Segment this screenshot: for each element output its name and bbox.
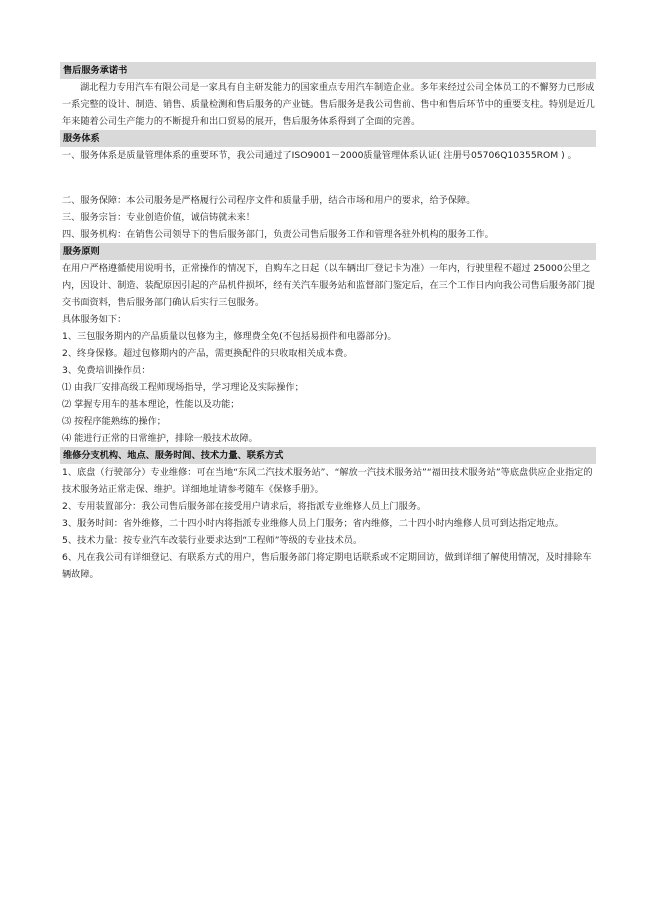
principles-subitem: ⑴ 由我厂安排高级工程师现场指导，学习理论及实际操作； bbox=[62, 382, 304, 393]
principles-lead: 具体服务如下： bbox=[62, 314, 127, 325]
section-title-system: 服务体系 bbox=[60, 130, 596, 147]
system-item: 一、服务体系是质量管理体系的重要环节，我公司通过了ISO9001－2000质量管理体系认证( 注册号05706Q10355ROM ) 。 bbox=[62, 150, 577, 161]
section-title-commitment: 售后服务承诺书 bbox=[60, 62, 596, 79]
principles-subitem: ⑵ 掌握专用车的基本理论，性能以及功能； bbox=[62, 399, 240, 410]
section-title-principles: 服务原则 bbox=[60, 243, 596, 260]
principles-item: 2、终身保修。超过包修期内的产品，需更换配件的只收取相关成本费。 bbox=[62, 348, 353, 359]
section-title-network: 维修分支机构、地点、服务时间、技术力量、联系方式 bbox=[60, 447, 596, 464]
system-item: 四、服务机构：在销售公司领导下的售后服务部门，负责公司售后服务工作和管理各驻外机构的服务工作。 bbox=[62, 229, 494, 240]
network-item: 3、服务时间：省外维修，二十四小时内将指派专业维修人员上门服务；省内维修，二十四小时内维修人员可到达指定地点。 bbox=[62, 518, 564, 529]
network-item: 1、底盘（行驶部分）专业维修：可在当地“东风二汽技术服务站”、“解放一汽技术服务站”“福田技术服务站”等底盘供应企业指定的技术服务站正常走保、维护。详细地址请参考随车《保修手册》。 bbox=[62, 467, 593, 495]
system-item: 三、服务宗旨：专业创造价值，诚信铸就未来！ bbox=[62, 212, 255, 223]
principles-subitem: ⑷ 能进行正常的日常维护，排除一般技术故障。 bbox=[62, 433, 258, 444]
commitment-body: 湖北程力专用汽车有限公司是一家具有自主研发能力的国家重点专用汽车制造企业。多年来经过公司全体员工的不懈努力已形成一系完整的设计、制造、销售、质量检测和售后服务的产业链。售后服务是我公司售前、售中和售后环节中的重要支柱。特别是近几年来随着公司生产能力的不断提升和出口贸易的展开，售后服务体系得到了全面的完善。 bbox=[62, 82, 595, 127]
network-item: 6、凡在我公司有详细登记、有联系方式的用户，售后服务部门将定期电话联系或不定期回访，做到详细了解使用情况，及时排除车辆故障。 bbox=[62, 552, 592, 580]
document-page bbox=[60, 62, 596, 583]
network-item: 2、专用装置部分：我公司售后服务部在接受用户请求后，将指派专业维修人员上门服务。 bbox=[62, 501, 427, 512]
principles-item: 1、三包服务期内的产品质量以包修为主，修理费全免(不包括易损件和电器部分)。 bbox=[62, 331, 397, 342]
principles-item: 3、免费培训操作员： bbox=[62, 365, 151, 376]
principles-subitem: ⑶ 按程序能熟练的操作； bbox=[62, 416, 166, 427]
network-item: 5、技术力量：按专业汽车改装行业要求达到“工程师”等级的专业技术员。 bbox=[62, 535, 363, 546]
system-item: 二、服务保障：本公司服务是严格履行公司程序文件和质量手册，结合市场和用户的要求，给予保障。 bbox=[62, 195, 476, 206]
principles-intro: 在用户严格遵循使用说明书，正常操作的情况下，自购车之日起（以车辆出厂登记卡为准）一年内，行驶里程不超过 25000公里之内，因设计、制造、装配原因引起的产品机件损坏，经有关汽车服务站和监督部门鉴定后，在三个工作日内向我公司售后服务部门提交书面资料，售后服务部门确认后实行三包服务。 bbox=[62, 263, 595, 308]
blank-gap bbox=[60, 164, 596, 192]
